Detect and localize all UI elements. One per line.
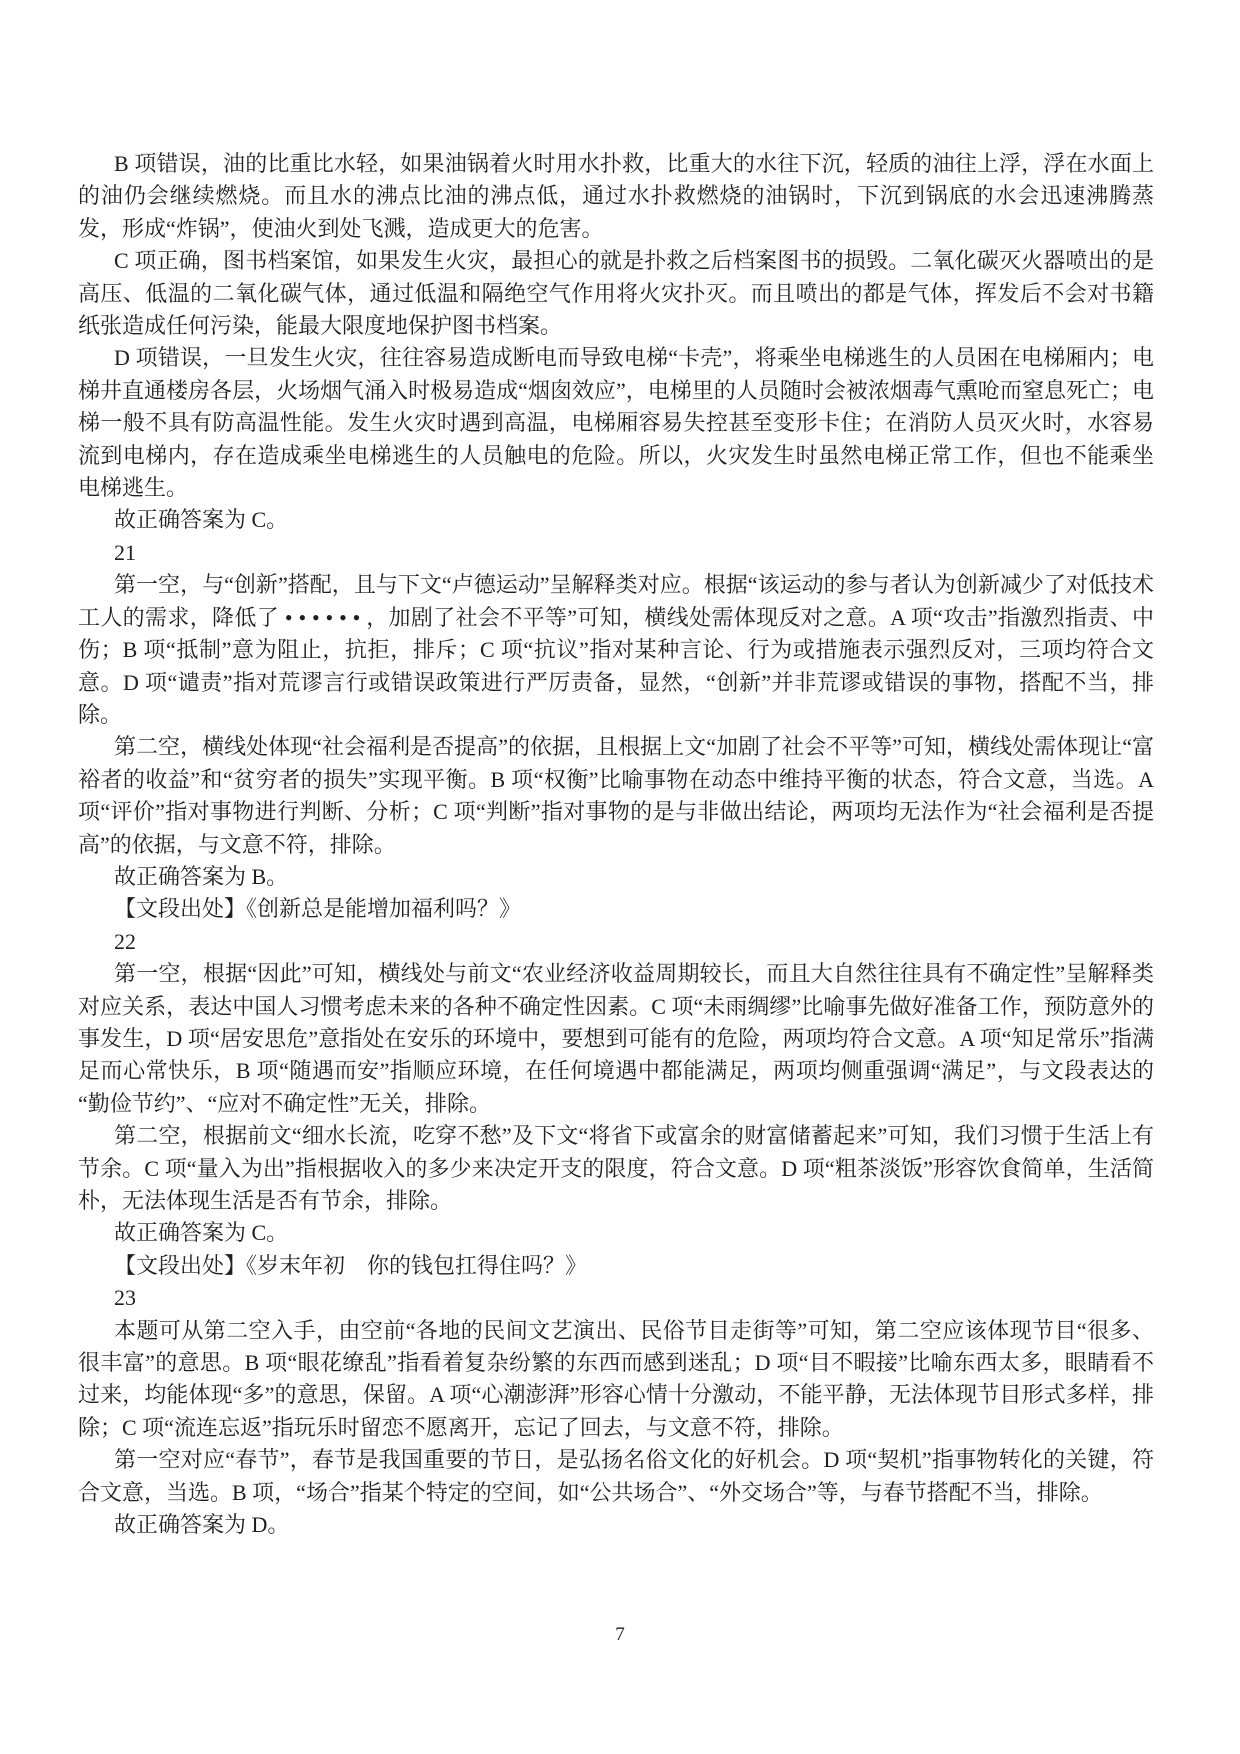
page-footer — [0, 1624, 1240, 1646]
question-number-21: 21 — [114, 539, 136, 565]
para-q22-blank2-analysis: 第二空，根据前文“细水长流，吃穿不愁”及下文“将省下或富余的财富储蓄起来”可知，我们习惯于生活上有节余。C 项“量入为出”指根据收入的多少来决定开支的限度，符合文意。D 项“粗茶淡饭”形容饮食简单，生活简朴，无法体现生活是否有节余，排除。 — [78, 1123, 1154, 1213]
q22-source-line: 【文段出处】《岁末年初 你的钱包扛得住吗？》 — [114, 1252, 588, 1278]
page-body — [78, 148, 1154, 1541]
para-q21-blank1-analysis: 第一空，与“创新”搭配，且与下文“卢德运动”呈解释类对应。根据“该运动的参与者认为创新减少了对低技术工人的需求，降低了 • • • • • • ，加剧了社会不平等”可知，横线处需体现反对之意。A 项“攻击”指激烈指责、中伤；B 项“抵制”意为阻止，抗拒，排斥；C 项“抗议”指对某种言论、行为或措施表示强烈反对，三项均符合文意。D 项“谴责”指对荒谬言行或错误政策进行严厉责备，显然，“创新”并非荒谬或错误的事物，搭配不当，排除。 — [78, 572, 1154, 727]
para-q23-blank2-analysis: 本题可从第二空入手，由空前“各地的民间文艺演出、民俗节目走街等”可知，第二空应该体现节目“很多、很丰富”的意思。B 项“眼花缭乱”指看着复杂纷繁的东西而感到迷乱；D 项“目不暇接”比喻东西太多，眼睛看不过来，均能体现“多”的意思，保留。A 项“心潮澎湃”形容心情十分激动，不能平静，无法体现节目形式多样，排除；C 项“流连忘返”指玩乐时留恋不愿离开，忘记了回去，与文意不符，排除。 — [78, 1317, 1154, 1440]
para-q22-blank1-analysis: 第一空，根据“因此”可知，横线处与前文“农业经济收益周期较长，而且大自然往往具有不确定性”呈解释类对应关系，表达中国人习惯考虑未来的各种不确定性因素。C 项“未雨绸缪”比喻事先做好准备工作，预防意外的事发生，D 项“居安思危”意指处在安乐的环境中，要想到可能有的危险，两项均符合文意。A 项“知足常乐”指满足而心常快乐，B 项“随遇而安”指顺应环境，在任何境遇中都能满足，两项均侧重强调“满足”，与文段表达的“勤俭节约”、“应对不确定性”无关，排除。 — [78, 961, 1154, 1116]
q20-answer-line: 故正确答案为 C。 — [114, 507, 289, 533]
para-q23-blank1-analysis: 第一空对应“春节”，春节是我国重要的节日，是弘扬名俗文化的好机会。D 项“契机”指事物转化的关键，符合文意，当选。B 项，“场合”指某个特定的空间，如“公共场合”、“外交场合”等，与春节搭配不当，排除。 — [78, 1447, 1154, 1505]
para-q20-option-b-analysis: B 项错误，油的比重比水轻，如果油锅着火时用水扑救，比重大的水往下沉，轻质的油往上浮，浮在水面上的油仍会继续燃烧。而且水的沸点比油的沸点低，通过水扑救燃烧的油锅时，下沉到锅底的水会迅速沸腾蒸发，形成“炸锅”，使油火到处飞溅，造成更大的危害。 — [78, 151, 1154, 241]
para-q20-option-d-analysis: D 项错误，一旦发生火灾，往往容易造成断电而导致电梯“卡壳”，将乘坐电梯逃生的人员困在电梯厢内；电梯井直通楼房各层，火场烟气涌入时极易造成“烟囱效应”，电梯里的人员随时会被浓烟毒气熏呛而窒息死亡；电梯一般不具有防高温性能。发生火灾时遇到高温，电梯厢容易失控甚至变形卡住；在消防人员灭火时，水容易流到电梯内，存在造成乘坐电梯逃生的人员触电的危险。所以，火灾发生时虽然电梯正常工作，但也不能乘坐电梯逃生。 — [78, 345, 1154, 501]
para-q21-blank2-analysis: 第二空，横线处体现“社会福利是否提高”的依据，且根据上文“加剧了社会不平等”可知，横线处需体现让“富裕者的收益”和“贫穷者的损失”实现平衡。B 项“权衡”比喻事物在动态中维持平衡的状态，符合文意，当选。A 项“评价”指对事物进行判断、分析；C 项“判断”指对事物的是与非做出结论，两项均无法作为“社会福利是否提高”的依据，与文意不符，排除。 — [78, 734, 1154, 857]
q21-source-line: 【文段出处】《创新总是能增加福利吗？》 — [114, 896, 522, 922]
q23-answer-line: 故正确答案为 D。 — [114, 1512, 290, 1538]
para-q20-option-c-analysis: C 项正确，图书档案馆，如果发生火灾，最担心的就是扑救之后档案图书的损毁。二氧化碳灭火器喷出的是高压、低温的二氧化碳气体，通过低温和隔绝空气作用将火灾扑灭。而且喷出的都是气体，挥发后不会对书籍纸张造成任何污染，能最大限度地保护图书档案。 — [78, 248, 1154, 339]
q21-answer-line: 故正确答案为 B。 — [114, 863, 289, 889]
question-number-22: 22 — [114, 928, 136, 954]
question-number-23: 23 — [114, 1285, 136, 1311]
q22-answer-line: 故正确答案为 C。 — [114, 1220, 289, 1246]
page-number: 7 — [615, 1624, 625, 1645]
